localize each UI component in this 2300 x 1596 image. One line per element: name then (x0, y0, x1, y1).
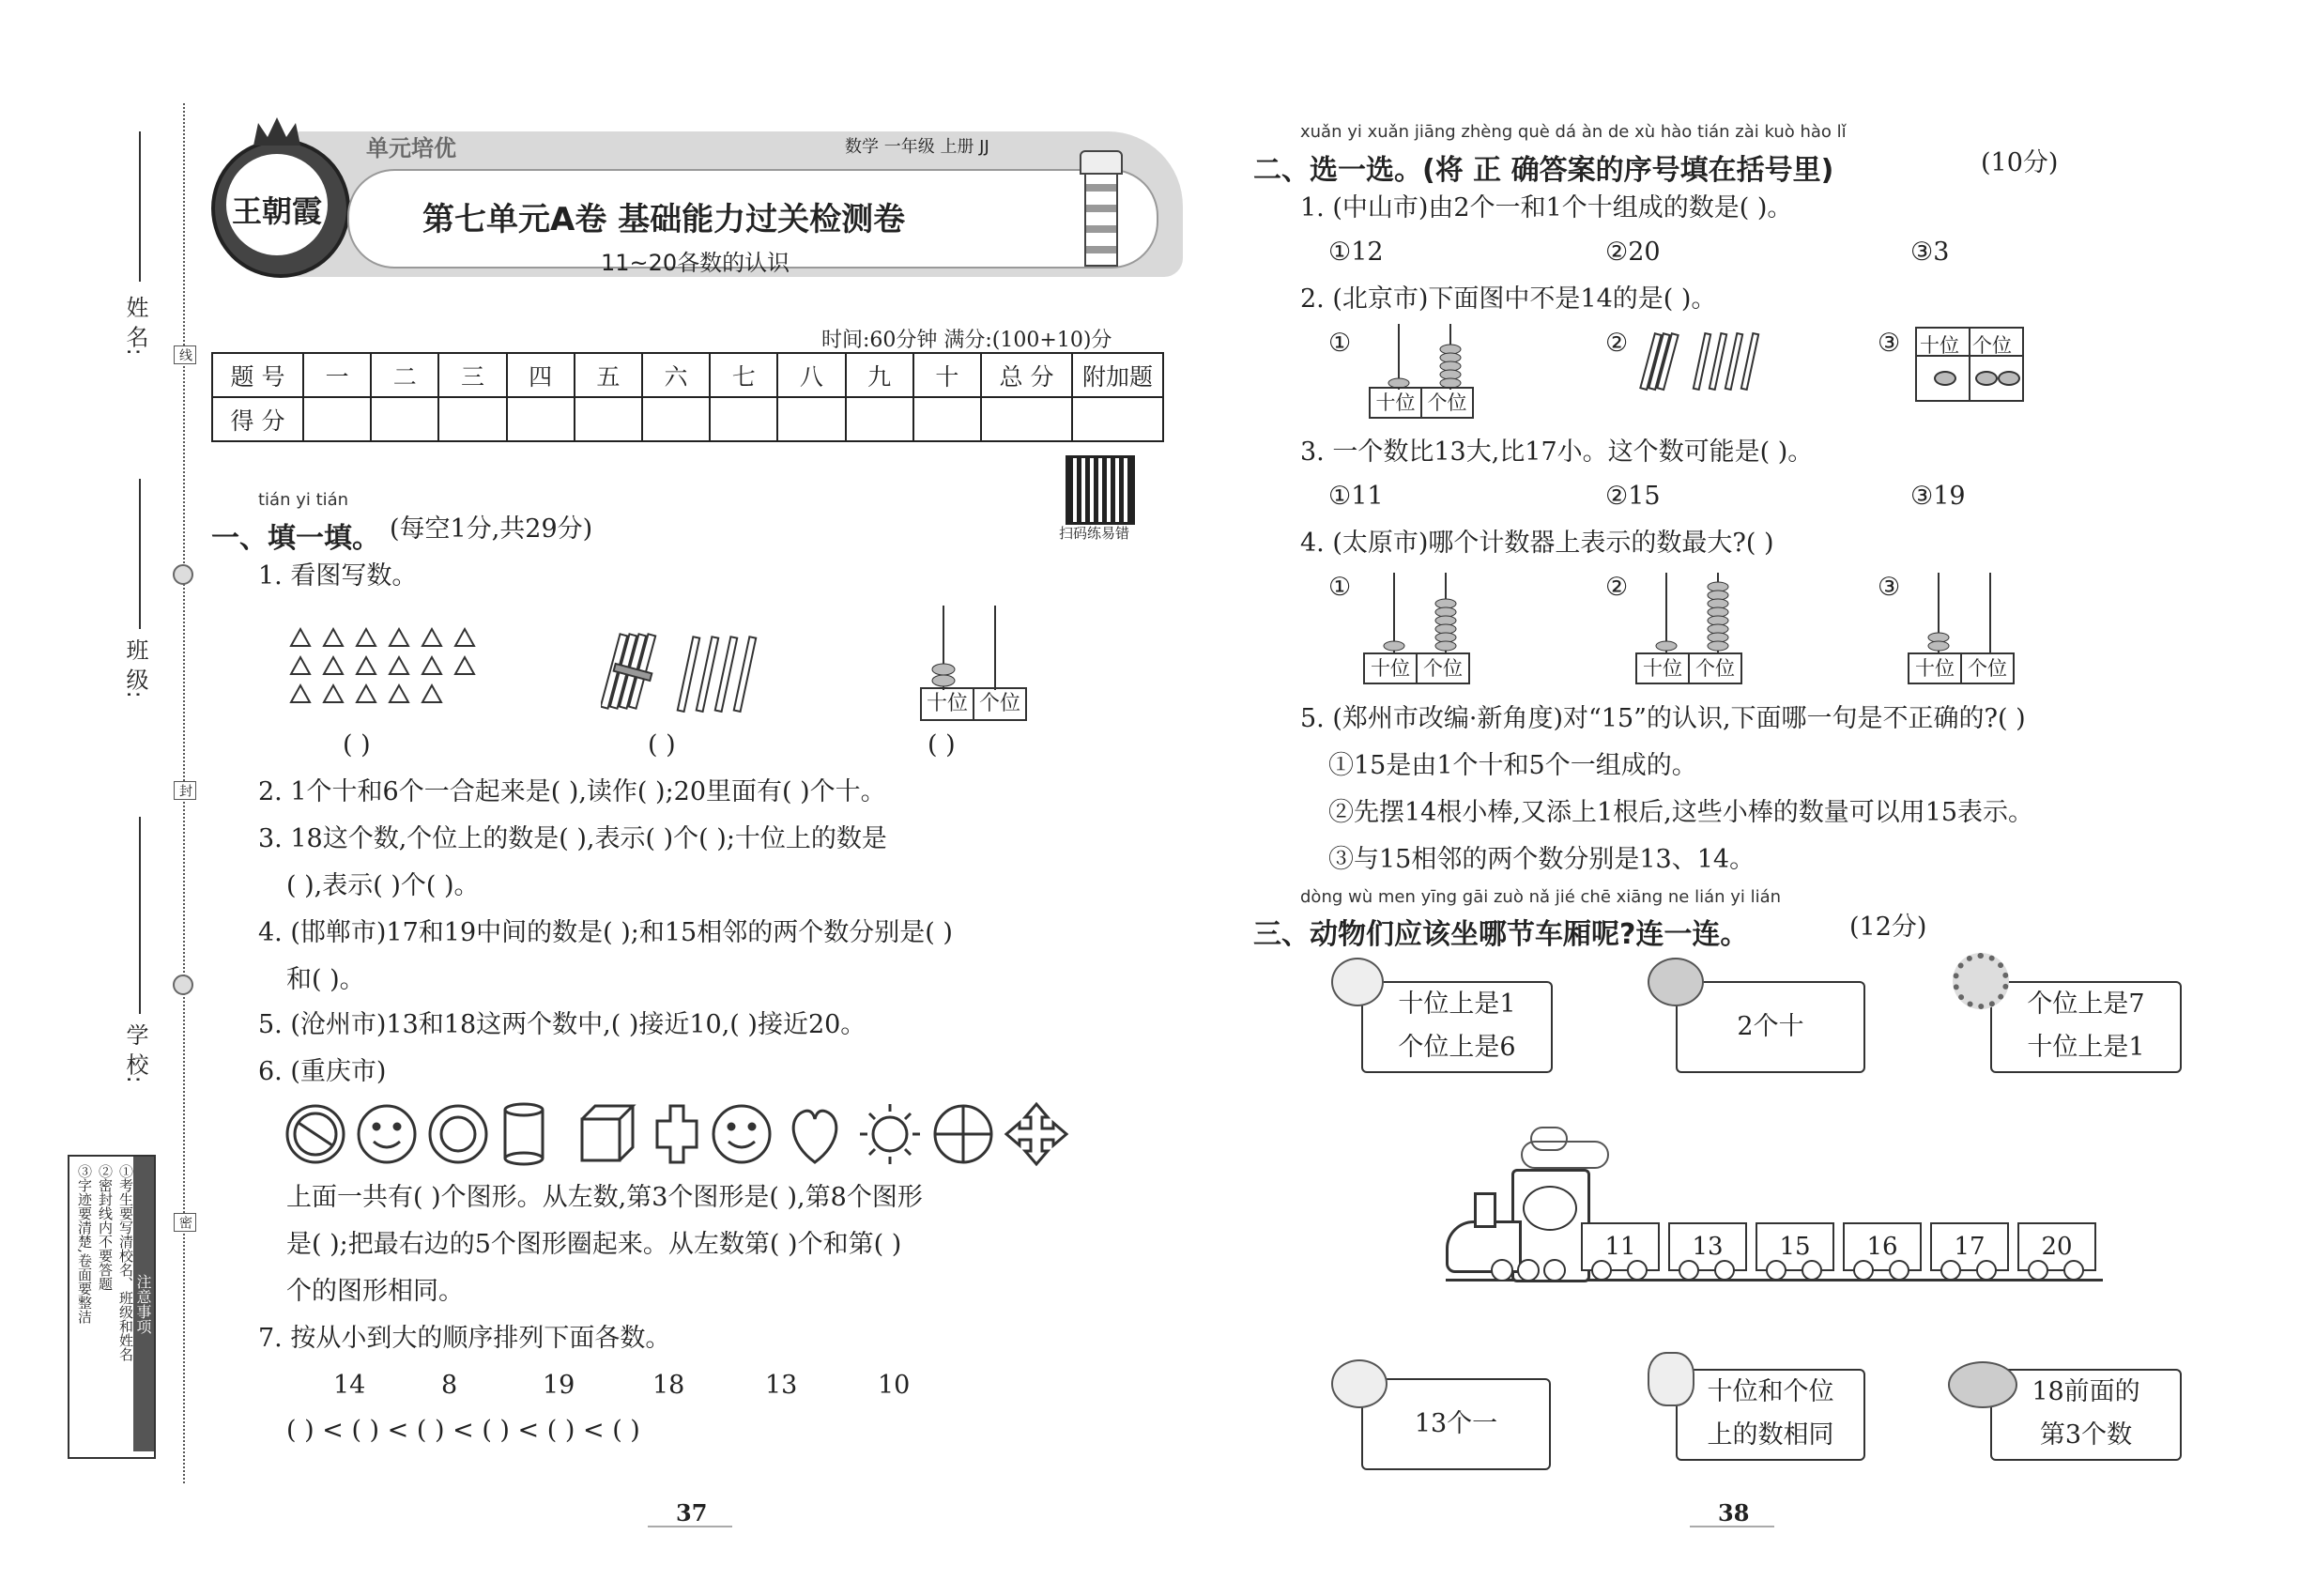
series-label: 单元培优 (366, 135, 456, 161)
animal-card-bottom-1[interactable] (1361, 1378, 1551, 1470)
question-2-5: 5. (郑州市改编·新角度)对“15”的认识,下面哪一句是不正确的?( ) (1300, 704, 2026, 733)
score-input[interactable] (303, 397, 371, 441)
ones-label: 个位 (978, 692, 1020, 715)
ones-label: 个位 (1427, 391, 1467, 414)
triangle-row-3 (291, 685, 441, 702)
question-1-6a: 上面一共有( )个图形。从左数,第3个图形是( ),第8个图形 (286, 1183, 923, 1212)
option-2-2-a-mark[interactable]: ① (1328, 329, 1352, 358)
notice-item-1: ①考生要写清校名、班级和姓名 (117, 1164, 134, 1361)
class-field-line[interactable] (139, 479, 141, 629)
cat-icon (1331, 958, 1384, 1006)
order-answer-line[interactable]: ( ) < ( ) < ( ) < ( ) < ( ) < ( ) (286, 1416, 640, 1445)
school-label: 学 校: (122, 1023, 148, 1083)
notice-item-3: ③字迹要清楚,卷面要整洁 (76, 1164, 93, 1324)
card-line-1: 个位上是7 (2027, 990, 2145, 1019)
score-cell: 题 号 (212, 353, 303, 397)
class-label: 班 级: (122, 638, 148, 698)
option-2-5-c[interactable]: ③与15相邻的两个数分别是13、14。 (1328, 845, 1756, 874)
elephant-icon (1948, 1361, 2017, 1408)
question-2-1: 1. (中山市)由2个一和1个十组成的数是( )。 (1300, 193, 1793, 223)
page-ornament-right (1690, 1526, 1774, 1527)
train-car[interactable]: 15 (1756, 1222, 1834, 1271)
sun-icon (860, 1104, 920, 1164)
score-value-row (212, 397, 1163, 441)
score-cell: 七 (710, 353, 777, 397)
score-row-label: 得 分 (212, 397, 303, 441)
card-line-1: 18前面的 (2032, 1377, 2140, 1406)
tens-label: 十位 (1371, 389, 1422, 417)
score-input[interactable] (507, 397, 575, 441)
card-line-2: 个位上是6 (1398, 1033, 1516, 1062)
lion-icon (1953, 953, 2009, 1009)
card-line-1: 13个一 (1414, 1409, 1498, 1438)
tiger-icon (1331, 1359, 1388, 1408)
section2-pinyin: xuǎn yi xuǎn jiāng zhèng què dá àn de xù hào tián zài kuò hào lǐ (1300, 122, 1847, 142)
animal-card-top-2[interactable] (1676, 981, 1865, 1073)
abacus-base-q1 (920, 687, 1027, 721)
score-cell: 二 (371, 353, 438, 397)
section2-score: (10分) (1981, 148, 2059, 177)
page-number-right: 38 (1718, 1499, 1750, 1527)
logo-crown-icon (253, 117, 300, 146)
tens-label: 十位 (1637, 654, 1690, 683)
score-cell: 十 (913, 353, 981, 397)
page-ornament-left (648, 1526, 732, 1527)
card-line-1: 十位上是1 (1398, 990, 1516, 1019)
score-cell: 四 (507, 353, 575, 397)
section1-note: (每空1分,共29分) (390, 514, 593, 544)
smiley-face-icon-2 (713, 1106, 770, 1162)
page-number-left: 37 (676, 1499, 708, 1527)
train-car[interactable]: 20 (2017, 1222, 2096, 1271)
subject-info: 数学 一年级 上册 JJ (845, 137, 989, 157)
card-line-2: 第3个数 (2039, 1420, 2133, 1450)
score-cell: 总 分 (981, 353, 1072, 397)
tens-label: 十位 (922, 689, 974, 719)
time-info: 时间:60分钟 满分:(100+10)分 (821, 329, 1112, 352)
name-label: 姓 名: (122, 296, 148, 356)
score-cell: 附加题 (1072, 353, 1163, 397)
number-10: 10 (878, 1371, 911, 1400)
smoke-cloud-icon-2 (1530, 1127, 1568, 1151)
option-2-4-c-mark[interactable]: ③ (1878, 573, 1901, 602)
abacus-option-2-4-c (1910, 573, 2023, 657)
question-2-2: 2. (北京市)下面图中不是14的是( )。 (1300, 284, 1717, 314)
option-2-1-a[interactable]: ①12 (1328, 238, 1384, 267)
section3-pinyin: dòng wù men yīng gāi zuò nǎ jié chē xiāng ne lián yi lián (1300, 887, 1782, 907)
abacus-base-2-4-c (1908, 652, 2015, 684)
option-2-5-a[interactable]: ①15是由1个十和5个一组成的。 (1328, 751, 1697, 780)
mark-feng: 封 (174, 781, 196, 800)
notice-item-2: ②密封线内不要答题 (97, 1164, 114, 1291)
punch-hole-1 (173, 564, 193, 585)
question-1-3b: ( ),表示( )个( )。 (286, 871, 480, 900)
section1-title: 一、填一填。 (211, 522, 380, 555)
abacus-base-2-4-a (1363, 652, 1470, 684)
abacus-option-2-4-b (1638, 573, 1751, 657)
number-13: 13 (765, 1371, 798, 1400)
heart-icon (793, 1111, 836, 1162)
score-input[interactable] (981, 397, 1072, 441)
sticks-option-2-2-b (1638, 329, 1779, 394)
number-18: 18 (652, 1371, 685, 1400)
option-2-3-b[interactable]: ②15 (1605, 482, 1661, 511)
train-wheels (1474, 1258, 2103, 1286)
option-2-3-c[interactable]: ③19 (1910, 482, 1966, 511)
hippo-icon (1648, 958, 1704, 1006)
panda-icon (1523, 1186, 1577, 1231)
triangle-row-1 (291, 629, 474, 646)
single-sticks-icon (678, 637, 756, 712)
score-input[interactable] (777, 397, 845, 441)
smiley-face-icon (359, 1106, 415, 1162)
score-table (211, 352, 1164, 442)
sticks-figure (601, 629, 779, 723)
question-1-4a: 4. (邯郸市)17和19中间的数是( );和15相邻的两个数分别是( ) (258, 918, 953, 947)
cylinder-icon (505, 1104, 543, 1164)
option-2-5-b[interactable]: ②先摆14根小棒,又添上1根后,这些小棒的数量可以用15表示。 (1328, 798, 2034, 827)
option-2-2-b-mark[interactable]: ② (1605, 329, 1629, 358)
card-line-2: 十位上是1 (2027, 1033, 2145, 1062)
train-car[interactable]: 16 (1843, 1222, 1922, 1271)
abacus-base-2-2-a (1369, 387, 1474, 419)
score-input[interactable] (371, 397, 438, 441)
lighthouse-icon (1080, 131, 1122, 268)
number-14: 14 (333, 1371, 366, 1400)
triangles-figure (282, 620, 498, 704)
four-arrows-icon (1006, 1104, 1066, 1164)
question-1-5: 5. (沧州市)13和18这两个数中,( )接近10,( )接近20。 (258, 1010, 866, 1039)
notice-title: 注意事项 (133, 1157, 154, 1451)
option-2-1-b[interactable]: ②20 (1605, 238, 1661, 267)
score-input[interactable] (846, 397, 913, 441)
qr-caption: 扫码练易错 (1059, 525, 1130, 542)
binding-strip (56, 103, 192, 1483)
train-car[interactable]: 17 (1930, 1222, 2009, 1271)
question-1-2: 2. 1个十和6个一合起来是( ),读作( );20里面有( )个十。 (258, 777, 886, 806)
no-entry-circle-icon (287, 1106, 344, 1162)
option-2-2-c-mark[interactable]: ③ (1878, 329, 1901, 358)
cross-shape-icon (657, 1106, 697, 1162)
score-input[interactable] (438, 397, 506, 441)
question-2-4: 4. (太原市)哪个计数器上表示的数最大?( ) (1300, 529, 1774, 558)
animal-card-top-1[interactable] (1361, 981, 1553, 1073)
ones-label: 个位 (1423, 657, 1463, 680)
card-line-1: 十位和个位 (1707, 1377, 1834, 1406)
score-input[interactable] (575, 397, 642, 441)
abacus-base-2-4-b (1635, 652, 1742, 684)
answer-blank-1[interactable]: ( ) (343, 730, 371, 760)
abacus-option-2-4-a (1366, 573, 1479, 657)
question-1-3a: 3. 18这个数,个位上的数是( ),表示( )个( );十位上的数是 (258, 824, 887, 853)
page-title: 第七单元A卷 基础能力过关检测卷 (422, 201, 906, 238)
tens-label: 十位 (1365, 654, 1418, 683)
answer-blank-2[interactable]: ( ) (648, 730, 676, 760)
cube-icon (582, 1106, 633, 1160)
answer-blank-3[interactable]: ( ) (928, 730, 956, 760)
tens-label: 十位 (1909, 654, 1962, 683)
page-subtitle: 11~20各数的认识 (601, 250, 790, 276)
number-8: 8 (441, 1371, 458, 1400)
ones-label: 个位 (1695, 657, 1735, 680)
animal-card-bottom-2[interactable] (1676, 1369, 1865, 1461)
section3-title: 三、动物们应该坐哪节车厢呢?连一连。 (1253, 918, 1749, 951)
name-field-line[interactable] (139, 131, 141, 282)
question-1-1: 1. 看图写数。 (258, 561, 418, 591)
question-1-7: 7. 按从小到大的顺序排列下面各数。 (258, 1324, 671, 1353)
train-car[interactable]: 13 (1668, 1222, 1747, 1271)
card-line-1: 2个十 (1737, 1012, 1804, 1041)
shapes-row (282, 1098, 1089, 1174)
place-value-chart-2-2-c (1915, 327, 2024, 402)
counter-dot (1998, 371, 2020, 386)
option-2-4-b-mark[interactable]: ② (1605, 573, 1629, 602)
score-input[interactable] (642, 397, 710, 441)
stick-bundle-icon (601, 634, 655, 708)
option-2-4-a-mark[interactable]: ① (1328, 573, 1352, 602)
question-1-6: 6. (重庆市) (258, 1057, 387, 1086)
score-input[interactable] (710, 397, 777, 441)
section1-pinyin: tián yi tián (258, 490, 349, 510)
mark-xian: 线 (174, 345, 196, 364)
notice-box (68, 1155, 156, 1459)
animal-card-top-3[interactable] (1990, 981, 2182, 1073)
number-19: 19 (543, 1371, 575, 1400)
score-input[interactable] (1072, 397, 1163, 441)
giraffe-icon (1648, 1352, 1694, 1406)
card-line-2: 上的数相同 (1707, 1420, 1834, 1450)
school-field-line[interactable] (139, 817, 141, 1014)
brand-logo (211, 139, 350, 278)
tens-label: 十位 (1920, 334, 1959, 357)
ring-icon (430, 1106, 486, 1162)
question-1-6c: 个的图形相同。 (286, 1277, 464, 1306)
ones-label: 个位 (1972, 334, 2012, 357)
score-input[interactable] (913, 397, 981, 441)
animal-card-bottom-3[interactable] (1990, 1369, 2182, 1461)
question-1-4b: 和( )。 (286, 965, 365, 994)
mark-mi: 密 (174, 1213, 196, 1232)
score-cell: 九 (846, 353, 913, 397)
quartered-circle-icon (935, 1106, 991, 1162)
score-cell: 一 (303, 353, 371, 397)
score-cell: 八 (777, 353, 845, 397)
punch-hole-2 (173, 974, 193, 995)
counter-dot (1975, 371, 1998, 386)
question-2-3: 3. 一个数比13大,比17小。这个数可能是( )。 (1300, 437, 1814, 467)
counter-dot (1934, 371, 1956, 386)
qr-code[interactable] (1066, 455, 1135, 525)
triangle-row-2 (291, 657, 474, 674)
ones-label: 个位 (1968, 657, 2007, 680)
brand-name: 王朝霞 (231, 193, 322, 229)
train-car[interactable]: 11 (1581, 1222, 1660, 1271)
section2-title: 二、选一选。(将 正 确答案的序号填在括号里) (1253, 154, 1834, 187)
section3-score: (12分) (1849, 913, 1927, 942)
option-2-1-c[interactable]: ③3 (1910, 238, 1950, 267)
score-cell: 五 (575, 353, 642, 397)
question-1-6b: 是( );把最右边的5个图形圈起来。从左数第( )个和第( ) (286, 1230, 902, 1259)
score-cell: 三 (438, 353, 506, 397)
score-cell: 六 (642, 353, 710, 397)
option-2-3-a[interactable]: ①11 (1328, 482, 1384, 511)
score-header-row (212, 353, 1163, 397)
